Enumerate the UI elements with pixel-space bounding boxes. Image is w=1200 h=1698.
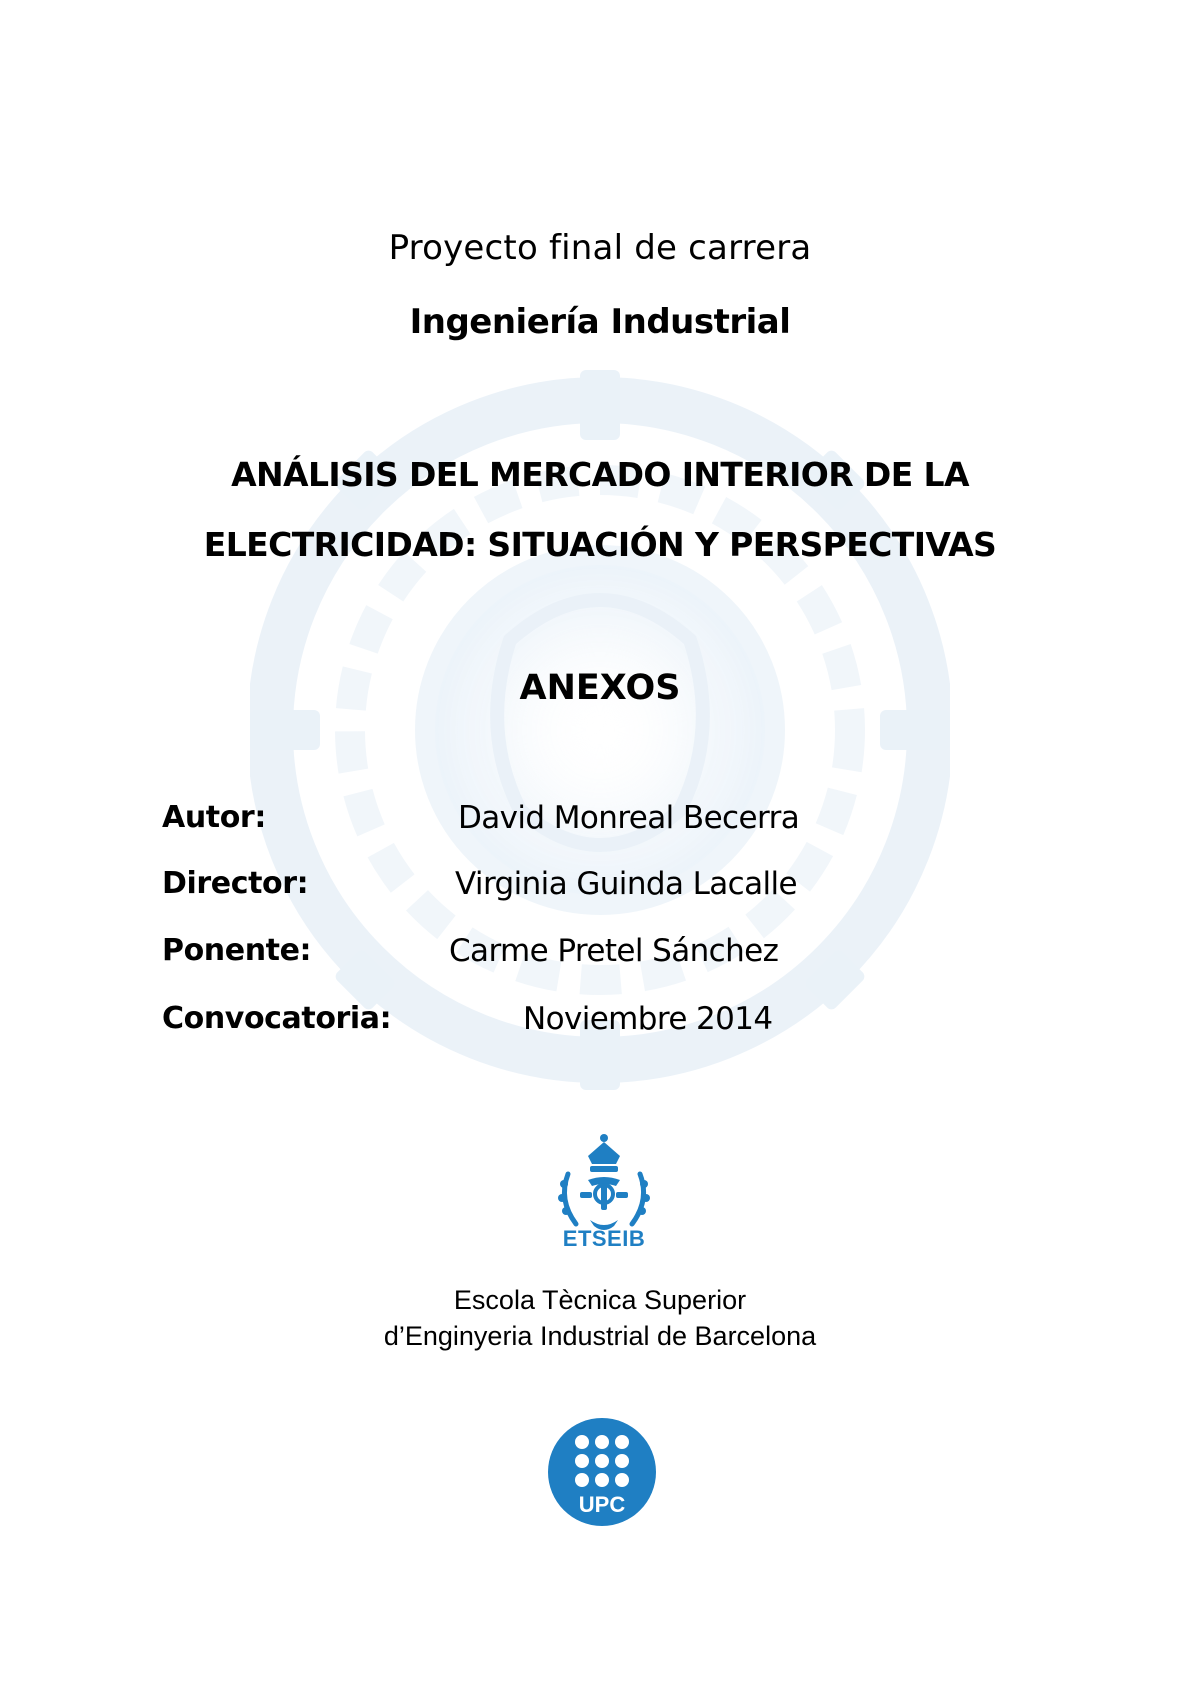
ponente-value: Carme Pretel Sánchez [449, 933, 779, 969]
etseib-logo-text: ETSEIB [562, 1226, 646, 1251]
document-subtitle: Proyecto final de carrera [388, 228, 812, 268]
thesis-title-line-1: ANÁLISIS DEL MERCADO INTERIOR DE LA [231, 455, 969, 494]
ponente-label: Ponente: [162, 933, 312, 968]
thesis-title-line-2: ELECTRICIDAD: SITUACIÓN Y PERSPECTIVAS [203, 525, 997, 564]
degree-name: Ingeniería Industrial [409, 302, 791, 342]
author-value: David Monreal Becerra [458, 800, 800, 836]
upc-logo-text: UPC [578, 1492, 626, 1517]
school-name-line-2: d’Enginyeria Industrial de Barcelona [383, 1321, 817, 1351]
author-label: Autor: [162, 800, 266, 835]
convocatoria-value: Noviembre 2014 [523, 1001, 773, 1037]
director-value: Virginia Guinda Lacalle [455, 866, 798, 902]
convocatoria-label: Convocatoria: [162, 1001, 392, 1036]
annex-heading: ANEXOS [519, 668, 681, 708]
upc-logo-icon [548, 1418, 656, 1526]
director-label: Director: [162, 866, 309, 901]
school-name-line-1: Escola Tècnica Superior [453, 1285, 747, 1315]
